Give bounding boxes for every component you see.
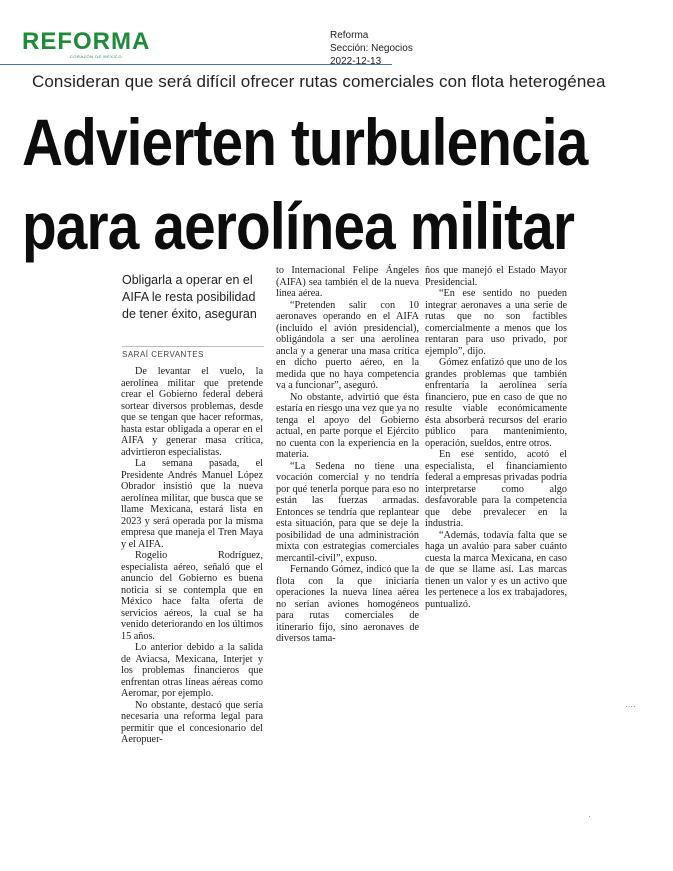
kicker: Consideran que será difícil ofrecer rutas comerciales con flota heterogénea [32, 72, 606, 91]
byline: SARAÍ CERVANTES [122, 346, 264, 359]
logo-tagline: CORAZÓN DE MÉXICO [70, 54, 123, 59]
paragraph: “En ese sentido no pueden integrar aeronaves a una serie de rutas que no son factibles comercialmente a menos que los rentaran para uso privado, por ejemplo”, dijo. [425, 288, 567, 357]
paragraph: “La Sedena no tiene una vocación comercial y no tendría por qué tenerla porque para eso no están las fuerzas armadas. Entonces se tendría que replantear esta situación, para que se deje la posibilidad de una administración mixta con estrategias comerciales mercantil-civil”, expuso. [276, 460, 419, 564]
headline [22, 100, 588, 268]
headline-line-2: para aerolínea militar [22, 189, 575, 263]
headline-line-1: Advierten turbulencia [22, 105, 588, 179]
article-column-2 [276, 265, 419, 645]
paragraph: Fernando Gómez, indicó que la flota con la que iniciaría operaciones la nueva línea aérea no serían aviones homogéneos para rutas comerciales de itinerario fijo, sino aeronaves de diversos tama- [276, 564, 419, 644]
logo-wordmark: REFORMA [22, 28, 151, 55]
paragraph: No obstante, destacó que sería necesaria una reforma legal para permitir que el concesionario del Aeropuer- [121, 699, 263, 745]
meta-date: 2022-12-13 [330, 56, 382, 67]
paragraph: Lo anterior debido a la salida de Aviacsa, Mexicana, Interjet y los problemas financieros que enfrentan otras líneas aéreas como Aeromar, por ejemplo. [121, 642, 263, 699]
paragraph: “Además, todavía falta que se haga un avalúo para saber cuánto cuesta la marca Mexicana, en caso de que se llame así. Las marcas tienen un valor y es un activo que les pertenece a los ex trabajadores, puntualizó. [425, 529, 567, 610]
clipping-metadata [330, 29, 420, 68]
reforma-logo [22, 28, 182, 60]
article-column-3 [425, 265, 567, 610]
meta-section: Sección: Negocios [330, 43, 413, 54]
paragraph: De levantar el vuelo, la aerolínea militar que pretende crear el Gobierno federal deberá sortear diversos problemas, desde que se tengan que hacer reformas, hasta estar obligada a operar en el AIFA y generar masa crítica, advirtieron especialistas. [121, 366, 263, 458]
article-column-1 [121, 366, 263, 746]
scan-mark: · [588, 812, 591, 821]
paragraph: “Pretenden salir con 10 aeronaves operando en el AIFA (incluido el avión presidencial), obligándola a ser una aerolínea ancla y a generar una masa crítica en dicho puerto aéreo, en la medida que no haya competencia va a funcionar”, aseguró. [276, 299, 419, 391]
paragraph: to Internacional Felipe Ángeles (AIFA) sea también el de la nueva línea aérea. [276, 265, 419, 299]
paragraph: Gómez enfatizó que uno de los grandes problemas que también enfrentaría la aerolínea sería financiero, pue en caso de que no resulte viable económicamente ésta absorberá recursos del erario público para mantenimiento, operación, sueldos, entre otros. [425, 357, 567, 449]
paragraph: En ese sentido, acotó el especialista, el financiamiento federal a empresas privadas podría interpretarse como algo desfavorable para la competencia que debe prevalecer en la industria. [425, 449, 567, 529]
paragraph: La semana pasada, el Presidente Andrés Manuel López Obrador insistió que la nueva aerolínea militar, que busca que se llame Mexicana, estará lista en 2023 y será operada por la misma empresa que maneja el Tren Maya y el AIFA. [121, 458, 263, 550]
dek: Obligarla a operar en el AIFA le resta posibilidad de tener éxito, aseguran [122, 273, 257, 321]
paragraph: ños que manejó el Estado Mayor Presidencial. [425, 265, 567, 288]
meta-source: Reforma [330, 30, 369, 41]
paragraph: Rogelio Rodríguez, especialista aéreo, señaló que el anuncio del Gobierno es buena noticia si se contempla que en México hace falta oferta de servicios aéreos, la cual se ha venido deteriorando en los últimos 15 años. [121, 550, 263, 642]
scan-mark: ···· [625, 702, 636, 711]
paragraph: No obstante, advirtió que ésta estaría en riesgo una vez que ya no tenga el apoyo del Gobierno actual, en parte porque el Ejército no cuenta con la experiencia en la materia. [276, 391, 419, 460]
